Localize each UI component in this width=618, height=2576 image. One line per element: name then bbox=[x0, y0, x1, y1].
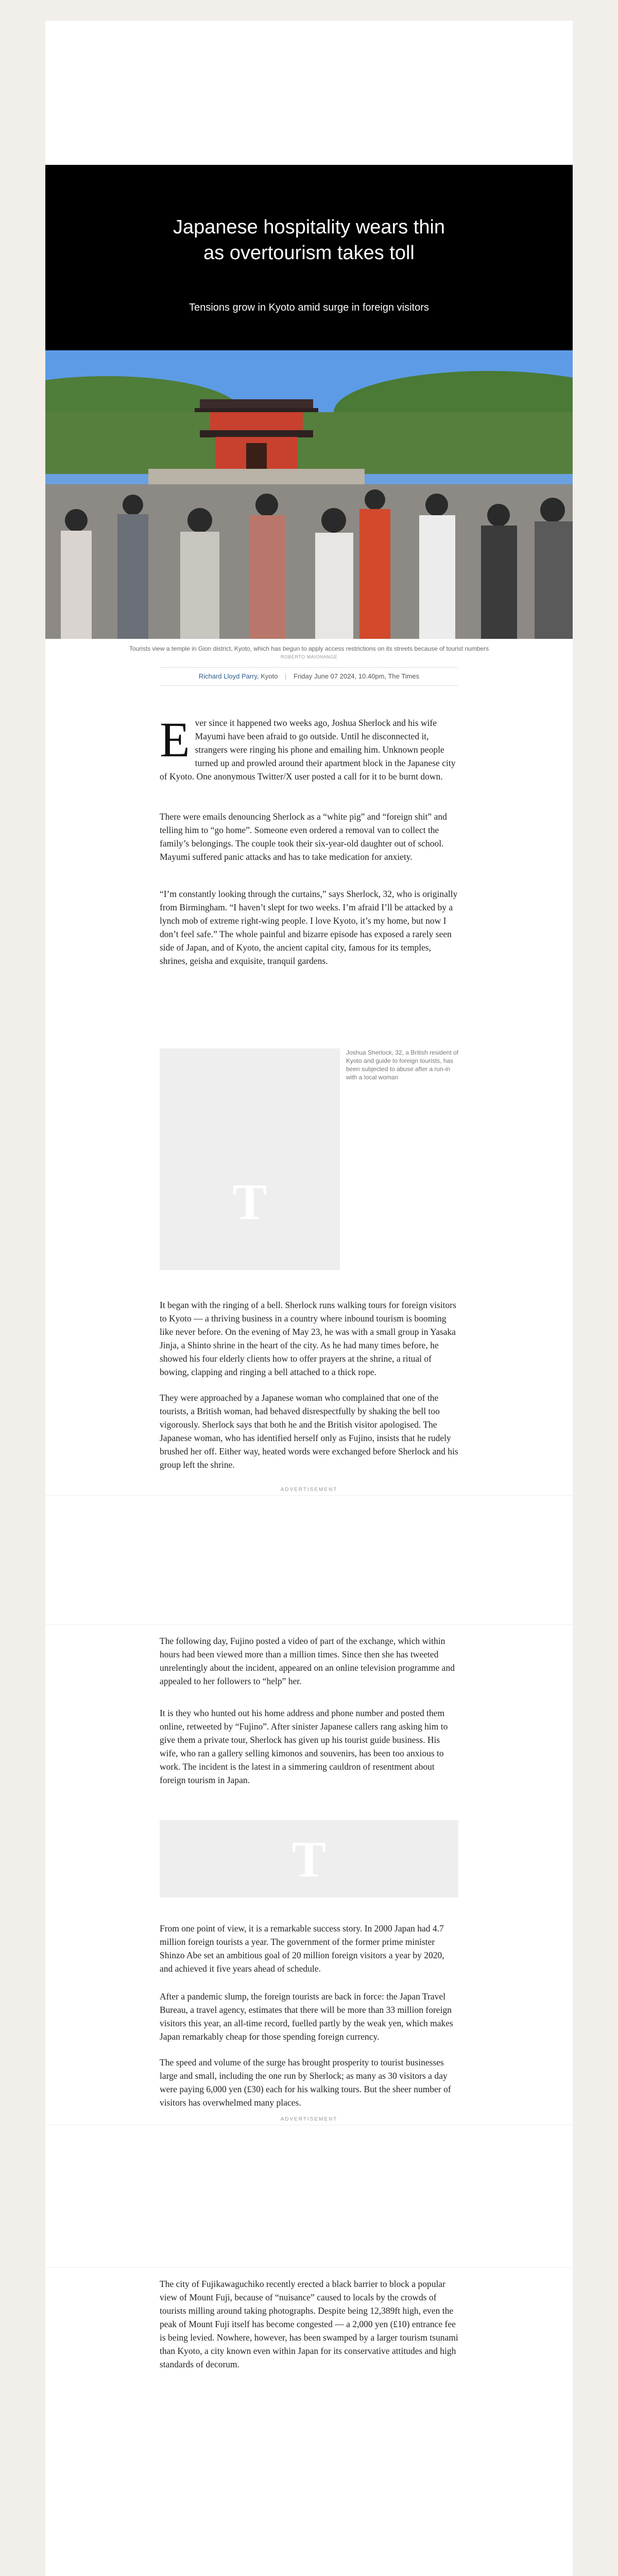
byline-location: , Kyoto bbox=[257, 672, 278, 680]
dropcap: E bbox=[160, 712, 190, 767]
article-paragraph: It is they who hunted out his home address and phone number and posted them online, retweeted by “Fujino”. After sinister Japanese callers rang asking him to give them a private tour, Sherlock has given up his tourist guide business. His wife, who ran a gallery selling kimonos and souvenirs, has been too anxious to work. The incident is the latest in a simmering cauldron of resentment about foreign tourism in Japan. bbox=[160, 1708, 448, 1785]
article-paragraph: There were emails denouncing Sherlock as a “white pig” and “foreign shit” and telling him to “go home”. Someone even ordered a removal van to collect the family’s belongings. The couple took their six-year-old daughter out of school. Mayumi suffered panic attacks and has to take medication for anxiety. bbox=[160, 811, 447, 862]
subheadline: Tensions grow in Kyoto amid surge in foreign visitors bbox=[189, 302, 429, 313]
article-paragraph: The speed and volume of the surge has brought prosperity to tourist businesses large and small, including the one run by Sherlock; as many as 30 visitors a day were paying 6,000 yen (£30) each for his walking tours. But the sheer number of visitors has overwhelmed many places. bbox=[160, 2057, 451, 2108]
article-paragraph: After a pandemic slump, the foreign tourists are back in force: the Japan Travel Bureau, a travel agency, estimates that there will be more than 33 million foreign visitors this year, an all-time record, fuelled partly by the weak yen, which makes Japan remarkably cheap for those spending foreign currency. bbox=[160, 1991, 453, 2042]
temple-crowd-illustration bbox=[45, 350, 573, 639]
article-paragraph: The following day, Fujino posted a video of part of the exchange, which within hours had been viewed more than a million times. Since then she has tweeted unrelentingly about the incident, appeared on an online television programme and appealed to her followers to “help” her. bbox=[160, 1636, 455, 1686]
article-paragraph: The city of Fujikawaguchiko recently erected a black barrier to block a popular view of Mount Fuji, because of “nuisance” caused to locals by the crowds of tourists milling around taking photographs. Despite being 12,389ft high, even the peak of Mount Fuji itself has become congested — a 2,000 yen (£10) entrance fee is being levied. Nowhere, however, has been swamped by a larger tourism tsunami than Kyoto, a city known even within Japan for its conservative attitudes and high standards of decorum. bbox=[160, 2279, 458, 2369]
top-ad-slot bbox=[45, 21, 573, 165]
author-link[interactable]: Richard Lloyd Parry bbox=[198, 672, 258, 680]
publish-date: Friday June 07 2024, 10.40pm, The Times bbox=[294, 672, 420, 680]
article-paragraph: It began with the ringing of a bell. Sherlock runs walking tours for foreign visitors to Kyoto — a thriving business in a country where inbound tourism is booming like never before. On the evening of May 23, he was with a small group in Yasaka Jinja, a Shinto shrine in the heart of the city. As he had many times before, he showed his four elderly clients how to offer prayers at the shrine, a ritual of bowing, clapping and ringing a bell attached to a thick rope. bbox=[160, 1300, 456, 1377]
main-photo-credit: ROBERTO MAIONANGE bbox=[280, 654, 338, 659]
placeholder-letter: T bbox=[232, 1173, 267, 1230]
sherlock-photo-placeholder bbox=[160, 1048, 340, 1270]
main-photo bbox=[45, 350, 573, 639]
inline-photo-placeholder bbox=[160, 1820, 458, 1897]
ad-slot bbox=[45, 2125, 573, 2268]
byline bbox=[160, 667, 458, 686]
advertisement-label: ADVERTISEMENT bbox=[280, 2116, 338, 2122]
article-paragraph: From one point of view, it is a remarkable success story. In 2000 Japan had 4.7 million foreign tourists a year. The government of the former prime minister Shinzo Abe set an ambitious goal of 20 million foreign visitors a year by 2020, and achieved it five years ahead of schedule. bbox=[160, 1923, 444, 1974]
byline-separator: | bbox=[285, 672, 287, 680]
main-photo-caption: Tourists view a temple in Gion district, Kyoto, which has begun to apply access restrictions on its streets because of tourist numbers bbox=[129, 645, 489, 652]
article-paragraph: “I’m constantly looking through the curtains,” says Sherlock, 32, who is originally from Birmingham. “I haven’t slept for two weeks. I’m afraid I’ll be attacked by a lynch mob of extreme right-wing people. I love Kyoto, it’s my home, but now I don’t feel safe.” The whole painful and bizarre episode has exposed a rarely seen side of Japan, and of Kyoto, the ancient capital city, famous for its temples, shrines, geisha and exquisite, tranquil gardens. bbox=[160, 889, 458, 966]
hero-banner bbox=[45, 165, 573, 350]
headline: Japanese hospitality wears thin as overtourism takes toll bbox=[173, 216, 445, 264]
advertisement-label: ADVERTISEMENT bbox=[280, 1487, 338, 1493]
article-paragraph: They were approached by a Japanese woman who complained that one of the tourists, a British woman, had behaved disrespectfully by shaking the bell too vigorously. Sherlock says that both he and the British visitor apologised. The Japanese woman, who has identified herself only as Fujino, insists that he rudely brushed her off. Either way, heated words were exchanged before Sherlock and his group left the shrine. bbox=[160, 1393, 458, 1470]
ad-slot bbox=[45, 1495, 573, 1625]
placeholder-letter: T bbox=[291, 1831, 327, 1888]
article-page bbox=[45, 21, 573, 2576]
sherlock-photo-caption: Joshua Sherlock, 32, a British resident of Kyoto and guide to foreign tourists, has been subjected to abuse after a run-in with a local woman bbox=[346, 1049, 459, 1081]
article-paragraph: Ever since it happened two weeks ago, Joshua Sherlock and his wife Mayumi have been afraid to go outside. Until he disconnected it, strangers were ringing his phone and emailing him. Unknown people turned up and prowled around their apartment block in the Japanese city of Kyoto. One anonymous Twitter/X user posted a call for it to be burnt down. bbox=[160, 712, 456, 782]
